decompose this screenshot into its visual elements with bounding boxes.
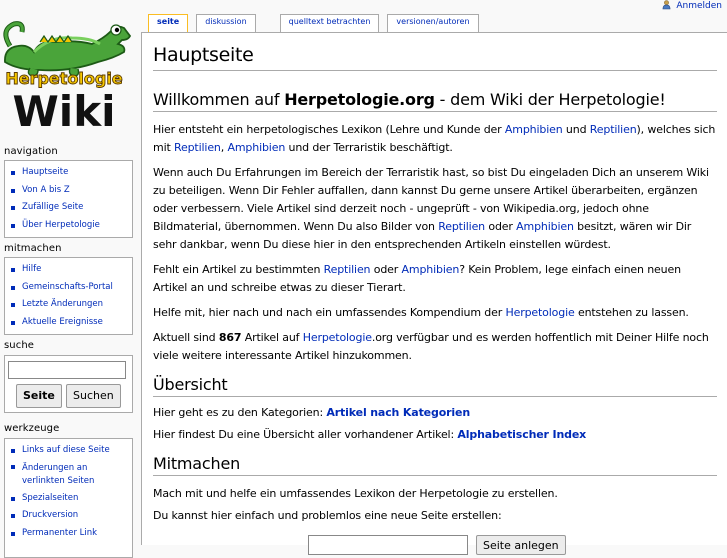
create-page-line: Du kannst hier einfach und problemlos eine neue Seite erstellen: [153,509,502,522]
sidebar-item-aenderungen-verlinkt[interactable]: Änderungen an verlinkten Seiten [11,460,111,490]
sidebar-item-hauptseite[interactable]: Hauptseite [11,164,132,182]
site-logo[interactable] [0,0,140,140]
sidebar-item-hilfe[interactable]: Hilfe [11,261,132,279]
compendium-paragraph: Helfe mit, hier nach und nach ein umfassendes Kompendium der Herpetologie entstehen zu lassen. [153,306,689,319]
sidebar-item-von-a-bis-z[interactable]: Von A bis Z [11,182,132,200]
categories-line: Hier geht es zu den Kategorien: Artikel nach Kategorien [153,406,471,419]
link-alphabetischer-index[interactable]: Alphabetischer Index [457,428,587,441]
tab-versionen[interactable]: versionen/autoren [387,14,478,32]
navigation-box [4,160,133,238]
sidebar-item-druckversion[interactable]: Druckversion [11,507,132,525]
search-heading: suche [4,340,35,351]
search-button[interactable]: Suchen [66,384,121,408]
page-title: Hauptseite [153,44,717,71]
link-herpetologie[interactable]: Herpetologie [505,306,575,319]
create-page-button[interactable]: Seite anlegen [476,535,566,555]
sidebar-item-spezialseiten[interactable]: Spezialseiten [11,490,132,508]
link-reptilien[interactable]: Reptilien [173,141,221,154]
link-reptilien[interactable]: Reptilien [323,263,371,276]
sidebar-item-gemeinschafts-portal[interactable]: Gemeinschafts-Portal [11,279,132,297]
page-tabs [148,14,487,32]
intro-paragraph: Hier entsteht ein herpetologisches Lexikon (Lehre und Kunde der Amphibien und Reptilien), welches sich mit Reptilien, Amphibien und der Terraristik beschäftigt. [153,123,716,154]
article-count: 867 [218,331,242,344]
navigation-heading: navigation [4,146,58,157]
login-link[interactable] [662,0,722,11]
link-amphibien[interactable]: Amphibien [401,263,460,276]
article-count-paragraph: Aktuell sind 867 Artikel auf Herpetologie.org verfügbar und es werden hoffentlich mit Deiner Hilfe noch viele weitere interessante Artikel hinzukommen. [153,331,709,362]
sidebar-item-zufaellige-seite[interactable]: Zufällige Seite [11,199,132,217]
sidebar-item-aktuelle-ereignisse[interactable]: Aktuelle Ereignisse [11,314,132,332]
logo-brand-text: Herpetologie [5,69,123,88]
link-amphibien[interactable]: Amphibien [504,123,563,136]
personal-toolbar [627,0,727,12]
logo-wiki-text: Wiki [12,87,116,136]
index-line: Hier findest Du eine Übersicht aller vorhandener Artikel: Alphabetischer Index [153,428,587,441]
search-go-button[interactable]: Seite [16,384,62,408]
missing-article-paragraph: Fehlt ein Artikel zu bestimmten Reptilien oder Amphibien? Kein Problem, lege einfach einen neuen Artikel an und schreibe etwas zu dieser Tierart. [153,263,681,294]
tab-quelltext[interactable]: quelltext betrachten [280,14,380,32]
mitmachen-heading: mitmachen [4,243,62,254]
main-content [141,32,727,552]
create-page-form [308,535,566,555]
overview-heading: Übersicht [153,375,717,397]
create-page-input[interactable] [308,535,468,555]
search-box [4,355,133,413]
contribute-paragraph: Wenn auch Du Erfahrungen im Bereich der Terraristik hast, so bist Du eingeladen Dich an unserem Wiki zu beteiligen. Wenn Dir Fehler auffallen, dann kannst Du gerne unsere Artikel überarbeiten, ergänzen oder verbessern. Viele Artikel sind derzeit noch - ungeprüft - von Wikipedia.org, jedoch ohne Bildmaterial, übernommen. Wenn Du also Bilder von Reptilien oder Amphibien besitzt, wären wir Dir sehr dankbar, wenn Du diese hier in den entsprechenden Artikeln einstellen würdest. [153,166,709,251]
sidebar-item-ueber-herpetologie[interactable]: Über Herpetologie [11,217,132,235]
welcome-heading: Willkommen auf Herpetologie.org - dem Wiki der Herpetologie! [153,90,717,112]
sidebar-item-permanenter-link[interactable]: Permanenter Link [11,525,132,543]
link-reptilien[interactable]: Reptilien [438,220,486,233]
mitmachen-box [4,257,133,335]
crocodile-logo-icon [0,0,140,140]
welcome-site-name: Herpetologie.org [284,90,435,109]
link-herpetologie[interactable]: Herpetologie [302,331,372,344]
link-artikel-nach-kategorien[interactable]: Artikel nach Kategorien [326,406,471,419]
user-icon [662,0,671,9]
login-label: Anmelden [676,1,722,11]
tab-diskussion[interactable]: diskussion [196,14,255,32]
sidebar-item-links-auf-diese-seite[interactable]: Links auf diese Seite [11,442,132,460]
search-input[interactable] [8,361,126,379]
participate-line: Mach mit und helfe ein umfassendes Lexikon der Herpetologie zu erstellen. [153,487,558,500]
tab-seite[interactable]: seite [148,14,188,33]
link-reptilien[interactable]: Reptilien [589,123,637,136]
werkzeuge-heading: werkzeuge [4,423,60,434]
werkzeuge-box [4,438,133,558]
link-amphibien[interactable]: Amphibien [227,141,286,154]
participate-heading: Mitmachen [153,454,717,476]
sidebar-item-letzte-aenderungen[interactable]: Letzte Änderungen [11,296,132,314]
link-amphibien[interactable]: Amphibien [516,220,574,233]
